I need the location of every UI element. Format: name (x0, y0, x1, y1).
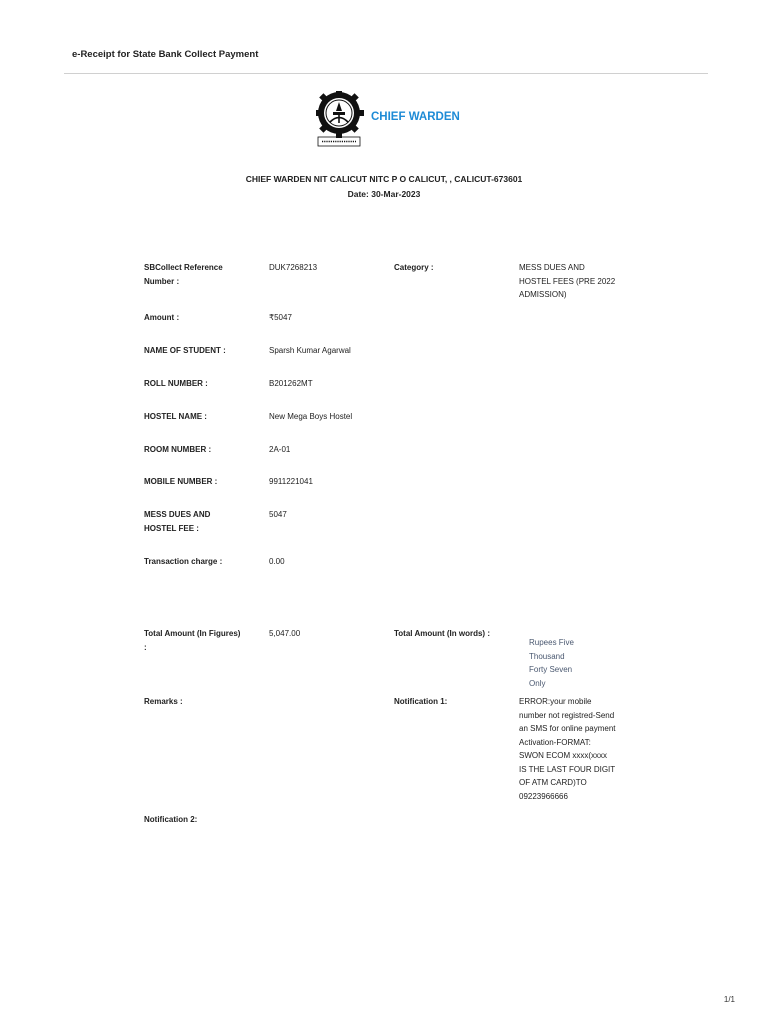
notification-1-line: 09223966666 (519, 791, 568, 801)
total-figures-label-line: : (144, 642, 147, 652)
total-words-label: Total Amount (In words) : (394, 629, 490, 638)
total-words-line: Forty Seven (529, 665, 573, 674)
category-label: Category : (394, 263, 434, 272)
notification-2-label: Notification 2: (144, 815, 198, 824)
notification-1-line: ERROR:your mobile (519, 697, 592, 706)
remarks-label: Remarks : (144, 697, 183, 706)
total-figures-label (144, 627, 240, 654)
total-figures-label-line: Total Amount (In Figures) (144, 629, 241, 638)
total-words-line: Rupees Five (529, 638, 574, 647)
student-name-value: Sparsh Kumar Agarwal (269, 346, 351, 355)
amount-label: Amount : (144, 313, 180, 322)
notification-1-line: SWON ECOM xxxx(xxxx (519, 751, 607, 760)
total-words-value (529, 636, 574, 690)
nit-calicut-logo (316, 91, 366, 149)
room-number-label: ROOM NUMBER : (144, 445, 212, 454)
room-number-value: 2A-01 (269, 445, 291, 454)
receipt-header-title: e-Receipt for State Bank Collect Payment (72, 49, 259, 60)
total-figures-value: 5,047.00 (269, 629, 301, 638)
amount-value: ₹5047 (269, 313, 292, 322)
receipt-date: Date: 30-Mar-2023 (347, 189, 421, 199)
fee-value: 5047 (269, 510, 287, 519)
notification-1-line: OF ATM CARD)TO (519, 778, 587, 787)
student-name-label: NAME OF STUDENT : (144, 346, 226, 355)
fee-label-line: HOSTEL FEE : (144, 523, 199, 533)
notification-1-label: Notification 1: (394, 697, 448, 706)
page-number: 1/1 (723, 995, 735, 1004)
address-line: CHIEF WARDEN NIT CALICUT NITC P O CALICUT, , CALICUT-673601 (245, 174, 523, 184)
header-divider (64, 73, 708, 74)
fee-label (144, 508, 210, 535)
total-words-line: Only (529, 678, 546, 688)
roll-number-value: B201262MT (269, 379, 313, 388)
notification-1-value (519, 695, 616, 803)
notification-1-line: IS THE LAST FOUR DIGIT (519, 764, 616, 774)
transaction-charge-label: Transaction charge : (144, 557, 223, 566)
org-name: CHIEF WARDEN (371, 111, 460, 123)
mobile-number-label: MOBILE NUMBER : (144, 477, 218, 486)
category-value-line: ADMISSION) (519, 290, 567, 299)
category-value (519, 261, 615, 302)
total-words-line: Thousand (529, 651, 565, 661)
category-value-line: HOSTEL FEES (PRE 2022 (519, 276, 616, 286)
roll-number-label: ROLL NUMBER : (144, 379, 208, 388)
ref-number-label-line: Number : (144, 276, 180, 286)
notification-1-line: an SMS for online payment (519, 724, 616, 733)
fee-label-line: MESS DUES AND (144, 510, 211, 519)
category-value-line: MESS DUES AND (519, 263, 585, 272)
hostel-name-label: HOSTEL NAME : (144, 412, 207, 421)
mobile-number-value: 9911221041 (269, 477, 313, 486)
hostel-name-value: New Mega Boys Hostel (269, 412, 353, 421)
ref-number-value: DUK7268213 (269, 263, 318, 272)
ref-number-label (144, 261, 223, 288)
ref-number-label-line: SBCollect Reference (144, 263, 223, 272)
notification-1-line: number not registred-Send (519, 710, 615, 720)
notification-1-line: Activation-FORMAT: (519, 737, 591, 747)
transaction-charge-value: 0.00 (269, 557, 285, 566)
